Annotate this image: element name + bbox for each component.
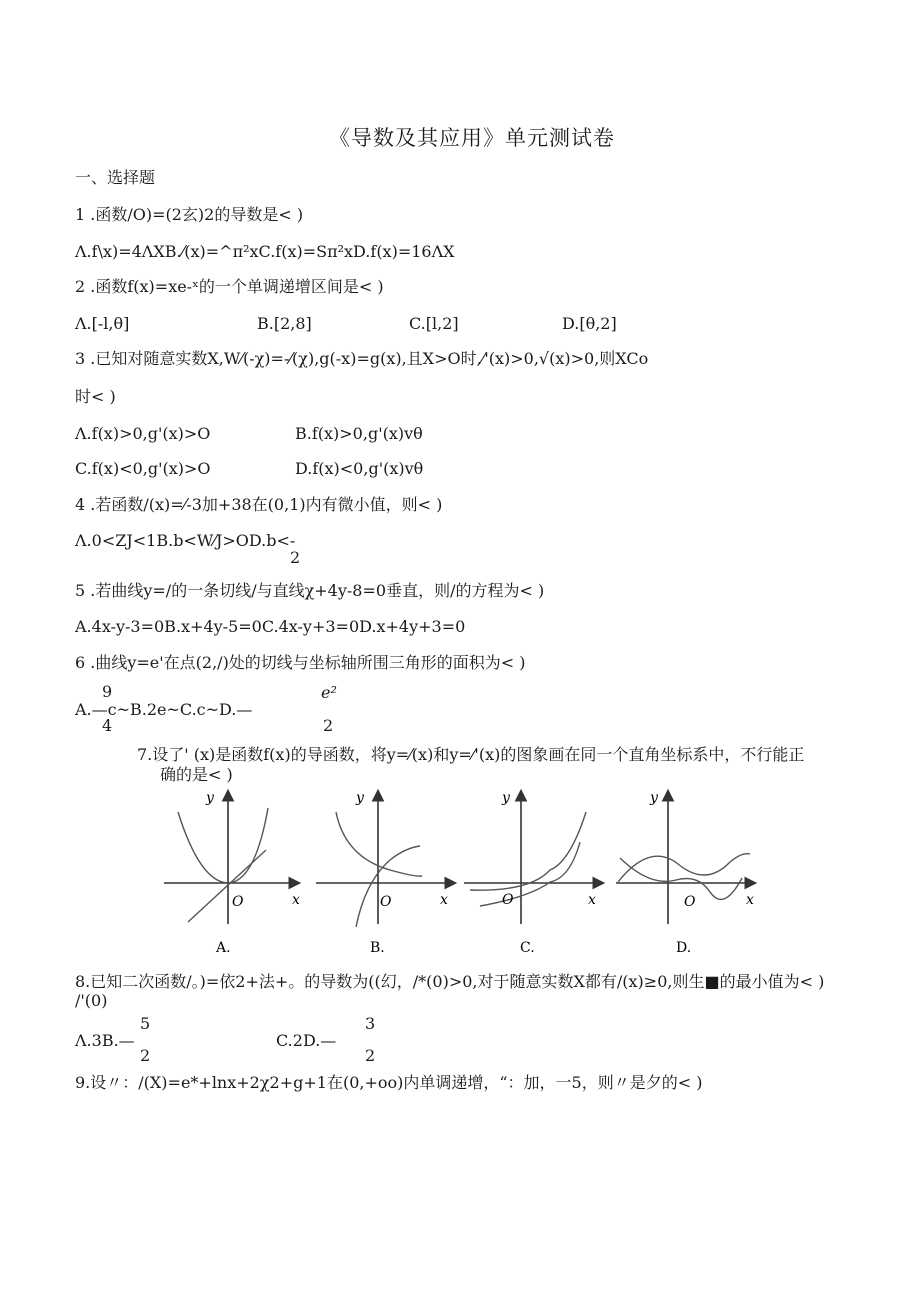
graph-d-y-label: y: [650, 790, 658, 806]
question-5-stem: 5 .若曲线y=/的一条切线/与直线χ+4y-8=0垂直，则/的方程为< ): [75, 581, 545, 600]
question-7-stem-continued: 确的是< ): [160, 765, 233, 784]
question-8-stem-continued: /'(0): [75, 991, 108, 1010]
graph-a-origin: O: [232, 894, 244, 910]
question-3-option-d: D.f(x)<0,g'(x)vθ: [295, 459, 424, 478]
question-1-stem: 1 .函数/O)=(2玄)2的导数是< ): [75, 205, 304, 224]
graph-c: [464, 790, 602, 956]
graph-c-x-label: x: [588, 892, 596, 908]
graph-b: [316, 790, 454, 956]
question-3-stem-continued: 时< ): [75, 387, 116, 406]
question-2-option-a: Λ.[-l,θ]: [75, 314, 130, 333]
question-8-fraction-numerator-d: 3: [365, 1014, 376, 1033]
question-6-stem: 6 .曲线y=e'在点(2,/)处的切线与坐标轴所围三角形的面积为< ): [75, 653, 526, 672]
graph-a: [164, 790, 300, 956]
graph-c-origin: O: [502, 892, 514, 908]
graph-d-x-label: x: [746, 892, 754, 908]
graph-b-origin: O: [380, 894, 392, 910]
question-7-figure: [150, 782, 770, 958]
question-3-option-a: Λ.f(x)>0,g'(x)>O: [75, 424, 211, 443]
graph-c-label: C.: [520, 940, 535, 956]
graph-d-label: D.: [676, 940, 692, 956]
question-4-stem: 4 .若函数/(x)=⁄-3加+38在(0,1)内有微小值，则< ): [75, 495, 443, 514]
question-4-options: Λ.0<ZJ<1B.b<W⁄J>OD.b<-: [75, 531, 296, 550]
question-3-option-b: B.f(x)>0,g'(x)vθ: [295, 424, 423, 443]
question-6-e-squared: e²: [321, 683, 337, 702]
graph-b-label: B.: [370, 940, 385, 956]
graph-d: [616, 790, 754, 956]
question-1-options: Λ.f\x)=4ΛXB.⁄(x)=^π²xC.f(x)=Sπ²xD.f(x)=16ΛX: [75, 242, 455, 261]
graph-b-y-label: y: [356, 790, 364, 806]
question-9-stem: 9.设〃：/(X)=e*+lnx+2χ2+g+1在(0,+oo)内单调递增，“：加，一5，则〃是夕的< ): [75, 1073, 703, 1092]
question-6-fraction-numerator: 9: [102, 682, 113, 701]
question-6-e-squared-denominator: 2: [323, 716, 334, 735]
question-6-fraction-denominator: 4: [102, 716, 113, 735]
page-title: 《导数及其应用》单元测试卷: [329, 126, 615, 150]
question-3-stem: 3 .已知对随意实数X,W⁄(-χ)=-⁄(χ),g(-x)=g(x),且X>O时,⁄'(x)>0,√(x)>0,则XCo: [75, 349, 649, 368]
question-5-options: A.4x-y-3=0B.x+4y-5=0C.4x-y+3=0D.x+4y+3=0: [75, 617, 466, 636]
question-8-fraction-denominator-b: 2: [140, 1046, 151, 1065]
question-8-options-cd: C.2D.—: [276, 1031, 337, 1050]
question-8-options-ab: Λ.3B.—: [75, 1031, 135, 1050]
graph-c-y-label: y: [502, 790, 510, 806]
question-8-stem: 8.已知二次函数/。)=依2+法+。的导数为((幻，/*(0)>0,对于随意实数X都有/(x)≥0,则生■的最小值为< ): [75, 972, 825, 991]
question-3-option-c: C.f(x)<0,g'(x)>O: [75, 459, 211, 478]
graph-a-y-label: y: [206, 790, 214, 806]
graph-b-x-label: x: [440, 892, 448, 908]
graph-a-label: A.: [216, 940, 231, 956]
question-4-fraction-denominator: 2: [290, 548, 301, 567]
question-2-option-c: C.[l,2]: [409, 314, 459, 333]
question-2-option-d: D.[θ,2]: [562, 314, 617, 333]
question-7-stem: 7.设了' (x)是函数f(x)的导函数，将y=⁄(x)和y=⁄'(x)的图象画在同一个直角坐标系中，不行能正: [137, 745, 805, 764]
section-heading: 一、选择题: [75, 168, 156, 187]
question-2-option-b: B.[2,8]: [257, 314, 312, 333]
graph-a-x-label: x: [292, 892, 300, 908]
question-6-options: A.—c~B.2e~C.c~D.—: [75, 700, 253, 719]
question-8-fraction-denominator-d: 2: [365, 1046, 376, 1065]
question-8-fraction-numerator-b: 5: [140, 1014, 151, 1033]
graph-d-origin: O: [684, 894, 696, 910]
question-2-stem: 2 .函数f(x)=xe-ˣ的一个单调递增区间是< ): [75, 277, 384, 296]
